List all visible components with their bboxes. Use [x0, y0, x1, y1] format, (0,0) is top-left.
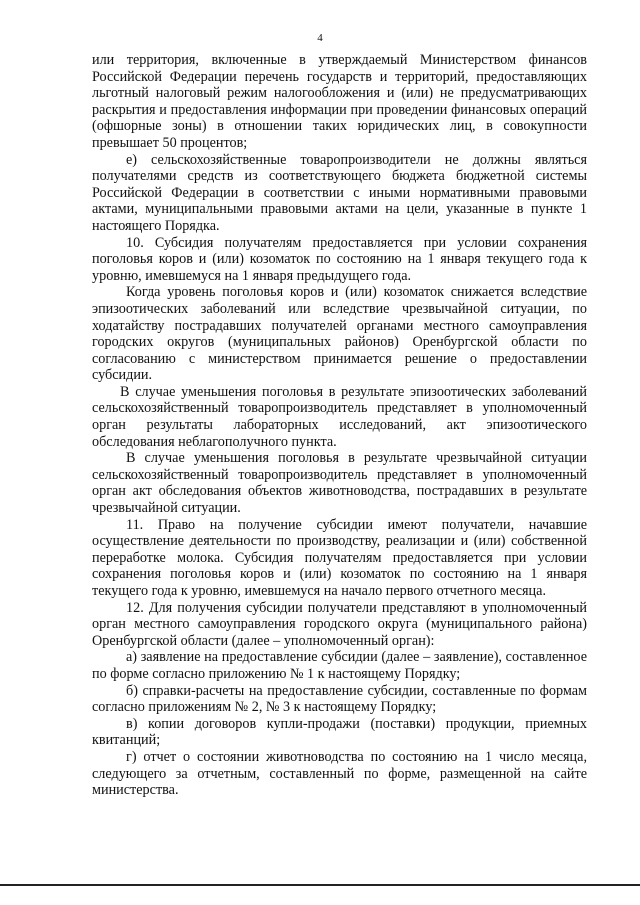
document-body: [92, 52, 587, 799]
paragraph-10: 10. Субсидия получателям предоставляется при условии сохранения поголовья коров и (или) козоматок по состоянию на 1 января текущего года к уровню, имевшемуся на 1 января предыдущего года.: [92, 234, 587, 284]
page-number: 4: [317, 32, 323, 44]
paragraph-12-v: в) копии договоров купли-продажи (поставки) продукции, приемных квитанций;: [92, 715, 587, 749]
bottom-divider: [0, 884, 640, 886]
paragraph-12: 12. Для получения субсидии получатели представляют в уполномоченный орган местного самоуправления городского округа (муниципального района) Оренбургской области (далее – уполномоченный орган):: [92, 599, 587, 649]
paragraph-epizootic-case: В случае уменьшения поголовья в результате эпизоотических заболеваний сельскохозяйственный товаропроизводитель представляет в уполномоченный орган результаты лабораторных исследований, акт эпизоотического обследования неблагополучного пункта.: [92, 383, 587, 450]
paragraph-12-g: г) отчет о состоянии животноводства по состоянию на 1 число месяца, следующего за отчетным, составленный по форме, размещенной на сайте министерства.: [92, 748, 587, 799]
paragraph-12-b: б) справки-расчеты на предоставление субсидии, составленные по формам согласно приложениям № 2, № 3 к настоящему Порядку;: [92, 682, 587, 716]
paragraph-continuation: или территория, включенные в утверждаемый Министерством финансов Российской Федерации перечень государств и территорий, предоставляющих льготный налоговый режим налогообложения и (или) не предусматривающих раскрытия и предоставления информации при проведении финансовых операций (офшорные зоны) в отношении таких юридических лиц, в совокупности превышает 50 процентов;: [92, 52, 587, 151]
paragraph-emergency-case: В случае уменьшения поголовья в результате чрезвычайной ситуации сельскохозяйственный товаропроизводитель представляет в уполномоченный орган акт обследования объектов животноводства, пострадавших в результате чрезвычайной ситуации.: [92, 450, 587, 517]
paragraph-11: 11. Право на получение субсидии имеют получатели, начавшие осуществление деятельности по производству, реализации и (или) собственной переработке молока. Субсидия получателям предоставляется при условии сохранения поголовья коров и (или) козоматок по состоянию на 1 января текущего года к уровню, имевшемуся на начало первого отчетного месяца.: [92, 516, 587, 599]
paragraph-12-a: а) заявление на предоставление субсидии (далее – заявление), составленное по форме согласно приложению № 1 к настоящему Порядку;: [92, 649, 587, 682]
paragraph-livestock-decrease: Когда уровень поголовья коров и (или) козоматок снижается вследствие эпизоотических заболеваний или вследствие чрезвычайной ситуации, по ходатайству пострадавших получателей органами местного самоуправления городских округов (муниципальных районов) Оренбургской области по согласованию с министерством принимается решение о предоставлении субсидии.: [92, 284, 587, 384]
paragraph-item-e: е) сельскохозяйственные товаропроизводители не должны являться получателями средств из соответствующего бюджета бюджетной системы Российской Федерации в соответствии с иными нормативными правовыми актами, муниципальными правовыми актами на цели, указанные в пункте 1 настоящего Порядка.: [92, 151, 587, 234]
